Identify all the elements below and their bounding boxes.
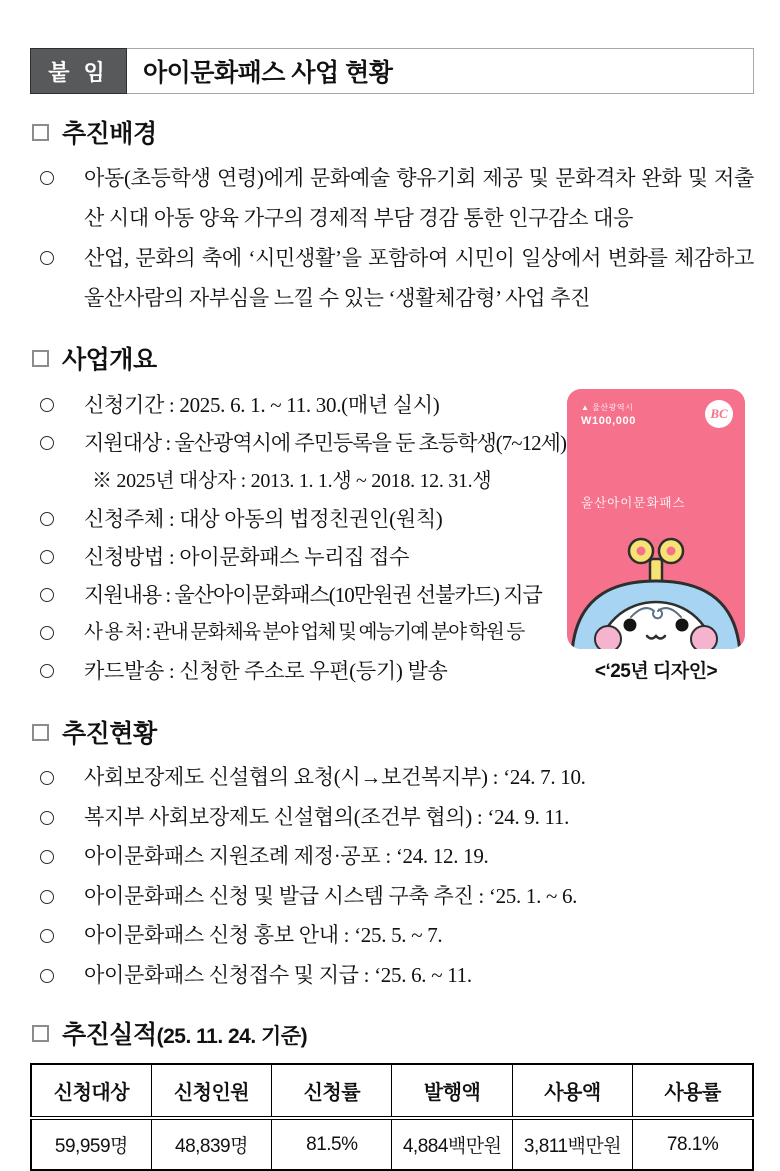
section-heading-label: 추진현황 — [62, 720, 157, 748]
page-title: 아이문화패스 사업 현황 — [143, 59, 393, 87]
bullet-circle-icon — [40, 811, 54, 825]
bc-logo-icon: BC — [705, 400, 733, 428]
section-heading-progress — [30, 714, 754, 750]
list-item-text: 신청방법 : 아이문화패스 누리집 접수 — [84, 545, 410, 569]
card-issuer-block — [581, 402, 636, 427]
section-heading-overview — [30, 340, 754, 376]
table-cell: 81.5% — [272, 1118, 392, 1170]
list-item-text: 아이문화패스 지원조례 제정·공포 : ‘24. 12. 19. — [84, 844, 489, 868]
list-item-text: 지원대상 : 울산광역시에 주민등록을 둔 초등학생(7~12세) — [84, 431, 566, 455]
table-row — [31, 1118, 753, 1170]
list-item — [30, 158, 754, 238]
list-item — [30, 798, 754, 838]
note-text: ※ 2025년 대상자 : 2013. 1. 1.생 ~ 2018. 12. 31.생 — [92, 470, 492, 492]
results-table — [30, 1063, 754, 1171]
list-item — [30, 758, 754, 798]
ulsan-logo-icon: ▲ — [581, 403, 590, 412]
list-item-text: 카드발송 : 신청한 주소로 우편(등기) 발송 — [84, 659, 448, 683]
list-item — [30, 576, 558, 614]
eye-right — [676, 619, 689, 632]
key-hole-left — [637, 547, 646, 556]
section-marker-square-icon — [32, 1025, 49, 1042]
table-header-cell: 사용액 — [512, 1064, 632, 1118]
bullet-circle-icon — [40, 850, 54, 864]
key-hole-right — [667, 547, 676, 556]
overview-section — [30, 386, 754, 690]
list-item-text: 신청기간 : 2025. 6. 1. ~ 11. 30.(매년 실시) — [84, 393, 440, 417]
cheek-right — [691, 626, 717, 649]
progress-list — [30, 758, 754, 995]
list-item — [30, 956, 754, 996]
list-item — [30, 424, 566, 462]
list-item — [30, 614, 558, 652]
bullet-circle-icon — [40, 969, 54, 983]
table-cell: 48,839명 — [151, 1118, 271, 1170]
cheek-left — [595, 626, 621, 649]
table-header-cell: 발행액 — [392, 1064, 512, 1118]
table-header-cell: 사용률 — [633, 1064, 753, 1118]
section-marker-square-icon — [32, 350, 49, 367]
list-item — [30, 538, 558, 576]
bullet-circle-icon — [40, 588, 54, 602]
list-item-text: 아동(초등학생 연령)에게 문화예술 향유기회 제공 및 문화격차 완화 및 저출산 시대 아동 양육 가구의 경제적 부담 경감 통한 인구감소 대응 — [84, 166, 754, 230]
section-heading-label: 사업개요 — [62, 346, 157, 374]
bullet-circle-icon — [40, 929, 54, 943]
bullet-circle-icon — [40, 436, 54, 450]
list-item-text: 아이문화패스 신청 및 발급 시스템 구축 추진 : ‘25. 1. ~ 6. — [84, 883, 578, 908]
list-item — [30, 238, 754, 318]
section-heading-results — [30, 1015, 754, 1051]
card-name-script: 울산아이문화패스 — [581, 496, 686, 510]
table-cell: 78.1% — [633, 1118, 753, 1170]
bullet-circle-icon — [40, 550, 54, 564]
background-list — [30, 158, 754, 318]
table-header-row — [31, 1064, 753, 1118]
table-header-cell: 신청인원 — [151, 1064, 271, 1118]
bullet-circle-icon — [40, 251, 54, 265]
card-issuer-name: 울산광역시 — [592, 403, 634, 412]
list-item-note — [30, 462, 558, 500]
document-header — [30, 48, 754, 94]
list-item-text: 신청주체 : 대상 아동의 법정친권인(원칙) — [84, 507, 443, 531]
eye-left — [624, 619, 637, 632]
list-item-text: 산업, 문화의 축에 ‘시민생활’을 포함하여 시민이 일상에서 변화를 체감하고 울산사람의 자부심을 느낄 수 있는 ‘생활체감형’ 사업 추진 — [84, 246, 754, 310]
list-item-text: 사 용 처 : 관내 문화체육 분야 업체 및 예능기예 분야 학원 등 — [84, 622, 524, 643]
section-heading-label: 추진배경 — [62, 120, 157, 148]
list-item — [30, 652, 558, 690]
list-item-text: 아이문화패스 신청접수 및 지급 : ‘25. 6. ~ 11. — [84, 962, 472, 987]
culture-pass-card-image — [567, 389, 745, 649]
list-item — [30, 837, 754, 877]
section-marker-square-icon — [32, 724, 49, 741]
whale-character-illustration — [567, 531, 745, 649]
table-cell: 59,959명 — [31, 1118, 151, 1170]
bullet-circle-icon — [40, 512, 54, 526]
card-amount: W100,000 — [581, 415, 636, 427]
table-header-cell: 신청대상 — [31, 1064, 151, 1118]
list-item-text: 복지부 사회보장제도 신설협의(조건부 협의) : ‘24. 9. 11. — [84, 804, 570, 829]
bullet-circle-icon — [40, 771, 54, 785]
list-item — [30, 500, 558, 538]
list-item-text: 사회보장제도 신설협의 요청(시→보건복지부) : ‘24. 7. 10. — [84, 765, 586, 789]
attachment-badge: 붙 임 — [30, 48, 127, 94]
list-item — [30, 916, 754, 956]
list-item — [30, 386, 558, 424]
overview-list — [30, 386, 566, 690]
bullet-circle-icon — [40, 626, 54, 640]
table-cell: 4,884백만원 — [392, 1118, 512, 1170]
list-item-text: 아이문화패스 신청 홍보 안내 : ‘25. 5. ~ 7. — [84, 923, 443, 947]
results-as-of-date: (25. 11. 24. 기준) — [156, 1024, 308, 1048]
card-figure — [558, 386, 754, 690]
table-header-cell: 신청률 — [272, 1064, 392, 1118]
list-item — [30, 877, 754, 917]
bullet-circle-icon — [40, 171, 54, 185]
section-marker-square-icon — [32, 124, 49, 141]
section-heading-background — [30, 114, 754, 150]
bullet-circle-icon — [40, 890, 54, 904]
title-box — [127, 48, 754, 94]
table-cell: 3,811백만원 — [512, 1118, 632, 1170]
bullet-circle-icon — [40, 398, 54, 412]
bullet-circle-icon — [40, 664, 54, 678]
card-caption: <‘25년 디자인> — [594, 661, 718, 682]
list-item-text: 지원내용 : 울산아이문화패스(10만원권 선불카드) 지급 — [84, 583, 542, 607]
section-heading-label: 추진실적 — [62, 1021, 157, 1049]
